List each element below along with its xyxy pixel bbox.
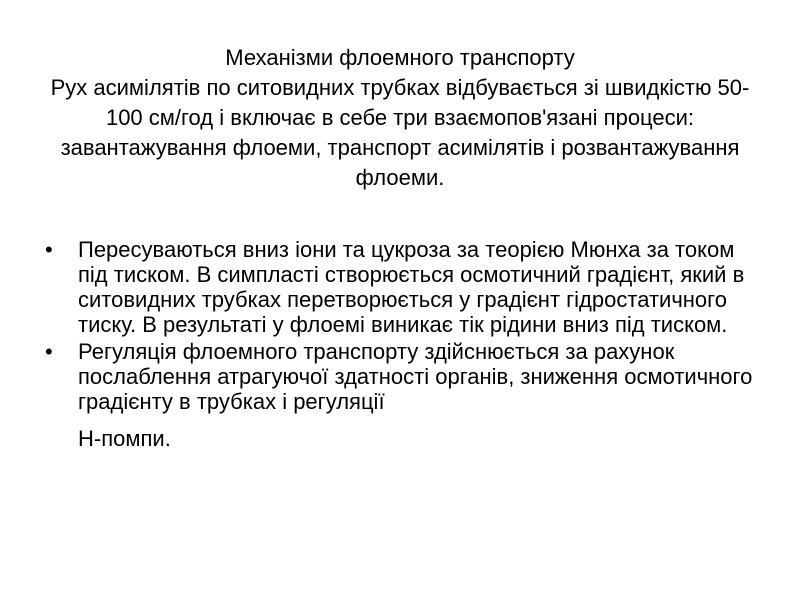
title-block (40, 43, 760, 193)
bullet-item (45, 237, 755, 337)
bullet-list (45, 237, 755, 453)
slide-title: Механізми флоемного транспорту (225, 45, 575, 70)
bullet-continuation-text: Н-помпи. (78, 426, 171, 451)
bullet-text: Регуляція флоемного транспорту здійснюється за рахунок послаблення атрагуючої здатності органів, зниження осмотичного градієнту в трубках і регуляції (78, 339, 753, 414)
bullet-marker-icon: • (45, 339, 53, 364)
bullet-item (45, 339, 755, 451)
bullet-text: Пересуваються вниз іони та цукроза за теорією Мюнха за током під тиском. В симпласті створюється осмотичний градієнт, який в ситовидних трубках перетворюється у градієнт гідростатичного тиску. В результаті у флоемі виникає тік рідини вниз під тиском. (78, 237, 745, 337)
slide-lead-text: Рух асимілятів по ситовидних трубках відбувається зі швидкістю 50-100 см/год і включає в себе три взаємопов'язані процеси: завантажування флоеми, транспорт асимілятів і розвантажування флоеми. (50, 75, 750, 190)
bullet-marker-icon: • (45, 237, 53, 262)
